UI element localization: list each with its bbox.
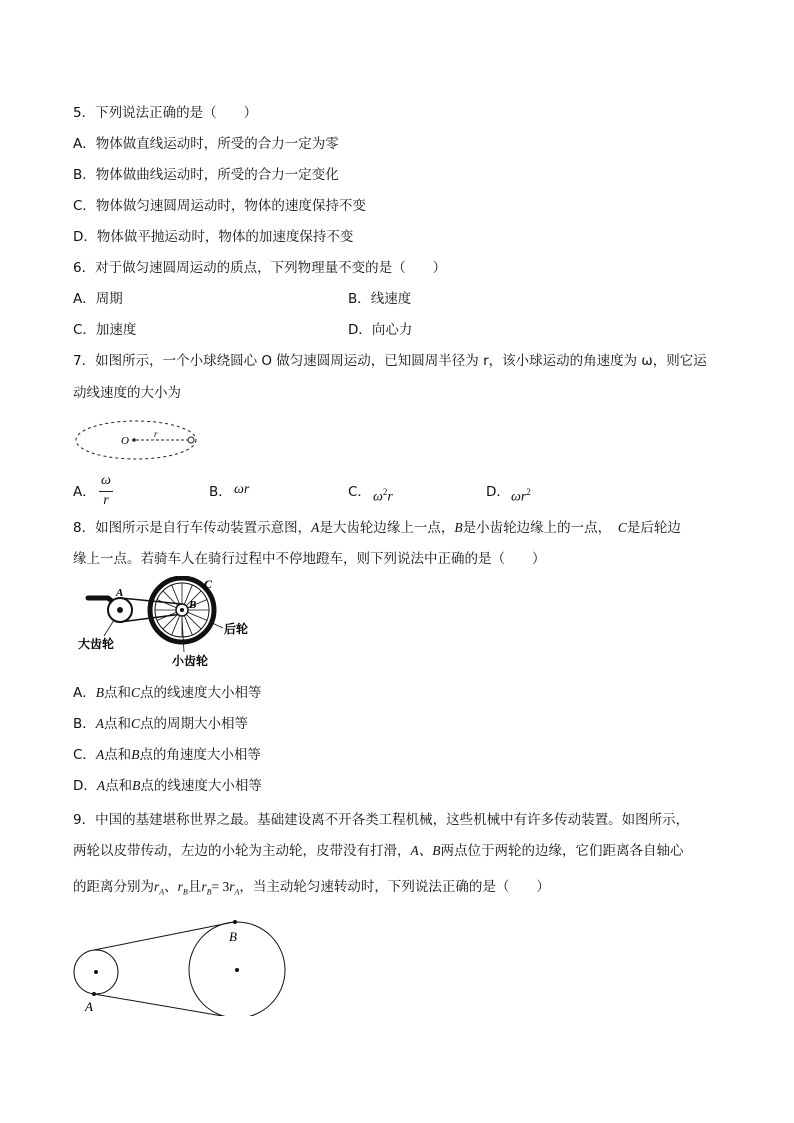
q8-spoke [188, 612, 207, 620]
q8-option-b: B．A点和C点的周期大小相等 [73, 716, 249, 732]
q8-spoke [184, 616, 192, 635]
q7-center-label: O [121, 435, 129, 447]
q8-small-gear-hub [180, 608, 184, 612]
q9-belt-bottom [94, 994, 234, 1016]
q8-spoke [172, 616, 180, 635]
q7-option-c-value [373, 483, 393, 507]
q7-stem-line2: 动线速度的大小为 [73, 385, 181, 401]
q6-option-d: D．向心力 [348, 322, 413, 338]
q7-option-d-value [511, 483, 531, 507]
q7-option-b-value: ωr [234, 482, 250, 497]
q7-option-c-tail: r [387, 489, 393, 505]
q8-label-small-gear: 小齿轮 [172, 654, 209, 668]
q7-option-a-denominator: r [103, 493, 109, 508]
q7-option-d-label: D． [486, 484, 510, 500]
q8-label-c: C [204, 577, 213, 591]
q6-option-a: A．周期 [73, 291, 123, 307]
q6-stem: 6．对于做匀速圆周运动的质点，下列物理量不变的是（ ） [73, 260, 447, 276]
q6-option-b: B．线速度 [348, 291, 412, 307]
q7-option-c-exp: 2 [382, 487, 388, 497]
q5-option-a: A．物体做直线运动时，所受的合力一定为零 [73, 136, 339, 152]
q6-option-c: C．加速度 [73, 322, 137, 338]
q5-option-b: B．物体做曲线运动时，所受的合力一定变化 [73, 167, 339, 183]
q7-option-a-fraction-bar [99, 491, 113, 492]
q7-option-b-label: B． [209, 484, 232, 500]
q8-stem-line2: 缘上一点。若骑车人在骑行过程中不停地蹬车，则下列说法中正确的是（ ） [73, 551, 546, 567]
q7-center-dot [132, 438, 136, 442]
q7-radius-label: r [154, 429, 158, 439]
q8-option-a: A．B点和C点的线速度大小相等 [73, 685, 262, 701]
q8-label-a: A [116, 587, 124, 599]
q8-option-d: D．A点和B点的线速度大小相等 [73, 778, 262, 794]
q8-leader-big-gear [104, 620, 114, 636]
q7-option-a-label: A． [73, 484, 96, 500]
q7-option-c-base: ω [373, 489, 383, 505]
q7-stem-line1: 7．如图所示，一个小球绕圆心 O 做匀速圆周运动，已知圆周半径为 r，该小球运动的角速度为 ω，则它运 [73, 353, 707, 369]
q8-option-c: C．A点和B点的角速度大小相等 [73, 747, 261, 763]
q8-spoke [186, 614, 201, 629]
q7-option-c-label: C． [348, 484, 371, 500]
q8-stem-line1: 8．如图所示是自行车传动装置示意图，A是大齿轮边缘上一点，B是小齿轮边缘上的一点， C是后轮边 [73, 520, 681, 536]
q8-big-gear-hub [117, 607, 123, 613]
q9-point-b [233, 920, 237, 924]
q7-option-d-base: ωr [511, 489, 527, 505]
q7-circle-figure [74, 418, 204, 464]
q8-spoke [172, 585, 180, 604]
q8-label-b: B [189, 599, 197, 611]
q8-label-rear-wheel: 后轮 [224, 622, 249, 636]
q5-option-d: D．物体做平抛运动时，物体的加速度保持不变 [73, 229, 354, 245]
q5-option-c: C．物体做匀速圆周运动时，物体的速度保持不变 [73, 198, 366, 214]
q9-large-axle [235, 968, 239, 972]
q9-belt-top [94, 922, 234, 950]
q8-bicycle-figure [78, 576, 258, 670]
q9-small-axle [94, 970, 98, 974]
q7-option-d-exp: 2 [526, 487, 531, 497]
q7-option-a-numerator: ω [101, 473, 111, 488]
q8-label-big-gear: 大齿轮 [78, 637, 115, 651]
q9-stem-line2: 两轮以皮带传动，左边的小轮为主动轮，皮带没有打滑，A、B两点位于两轮的边缘，它们距离各自轴心 [73, 843, 684, 859]
q9-point-a [92, 992, 96, 996]
q9-stem-line1: 9．中国的基建堪称世界之最。基础建设离不开各类工程机械，这些机械中有许多传动装置。如图所示， [73, 812, 690, 828]
q9-label-b: B [229, 929, 237, 944]
q9-stem-line3: 的距离分别为$r_A$、$r_B$且$r_B= 3r_A$，当主动轮匀速转动时，下列说法正确的是（ ） [73, 879, 550, 897]
q9-label-a: A [85, 999, 93, 1014]
q5-stem: 5．下列说法正确的是（ ） [73, 105, 258, 121]
q7-ball [188, 437, 194, 443]
q9-belt-drive-figure [70, 916, 292, 1016]
